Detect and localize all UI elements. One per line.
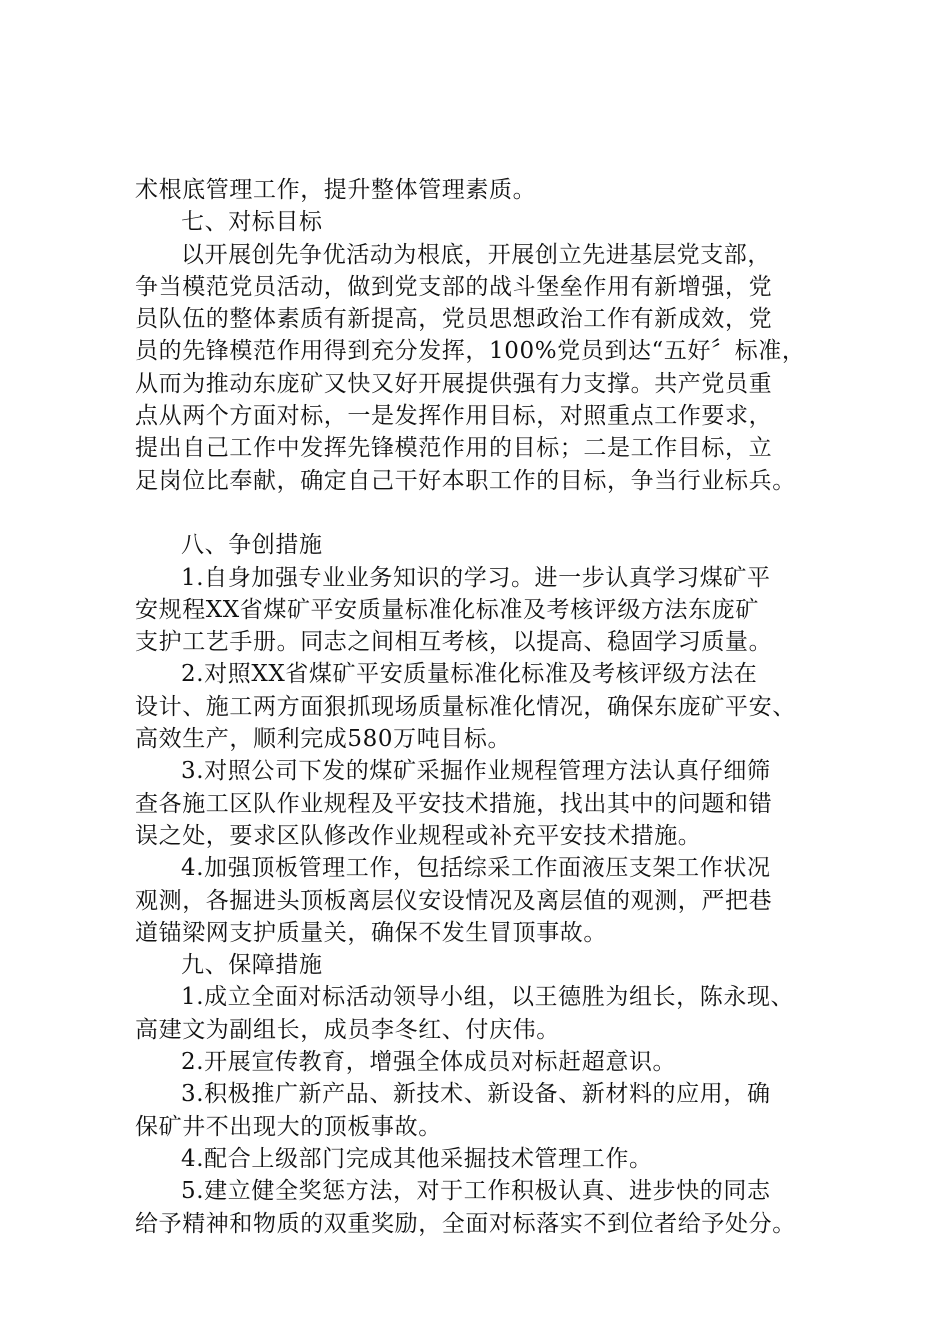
text-line: 1.自身加强专业业务知识的学习。进一步认真学习煤矿平 <box>181 564 771 591</box>
text-line: 2.对照XX省煤矿平安质量标准化标准及考核评级方法在 <box>181 661 758 688</box>
text-line: 2.开展宣传教育，增强全体成员对标赶超意识。 <box>181 1049 677 1076</box>
text-line: 查各施工区队作业规程及平安技术措施，找出其中的问题和错 <box>135 790 773 817</box>
text-line: 员的先锋模范作用得到充分发挥，100%党员到达“五好〞标准， <box>135 338 806 365</box>
text-line: 保矿井不出现大的顶板事故。 <box>135 1113 442 1140</box>
text-line: 安规程XX省煤矿平安质量标准化标准及考核评级方法东庞矿 <box>135 596 759 623</box>
text-line: 从而为推动东庞矿又快又好开展提供强有力支撑。共产党员重 <box>135 370 773 397</box>
text-line: 给予精神和物质的双重奖励，全面对标落实不到位者给予处分。 <box>135 1210 796 1237</box>
section-heading-8: 八、争创措施 <box>181 532 323 559</box>
text-line: 支护工艺手册。同志之间相互考核，以提高、稳固学习质量。 <box>135 629 773 656</box>
section-heading-7: 七、对标目标 <box>181 209 323 236</box>
section-heading-9: 九、保障措施 <box>181 952 323 979</box>
blank-line <box>135 497 825 529</box>
text-line: 观测，各掘进头顶板离层仪安设情况及离层值的观测，严把巷 <box>135 887 773 914</box>
text-line: 员队伍的整体素质有新提高，党员思想政治工作有新成效，党 <box>135 306 773 333</box>
text-line: 高建文为副组长，成员李冬红、付庆伟。 <box>135 1016 560 1043</box>
text-line: 1.成立全面对标活动领导小组，以王德胜为组长，陈永现、 <box>181 984 795 1011</box>
text-line: 足岗位比奉献，确定自己干好本职工作的目标，争当行业标兵。 <box>135 467 796 494</box>
text-line: 道锚梁网支护质量关，确保不发生冒顶事故。 <box>135 919 607 946</box>
text-line: 提出自己工作中发挥先锋模范作用的目标；二是工作目标，立 <box>135 435 773 462</box>
text-line: 5.建立健全奖惩方法，对于工作积极认真、进步快的同志 <box>181 1178 771 1205</box>
text-line: 以开展创先争优活动为根底，开展创立先进基层党支部， <box>181 241 771 268</box>
text-line: 3.积极推广新产品、新技术、新设备、新材料的应用，确 <box>181 1081 771 1108</box>
text-line: 3.对照公司下发的煤矿采掘作业规程管理方法认真仔细筛 <box>181 758 771 785</box>
text-line: 4.配合上级部门完成其他采掘技术管理工作。 <box>181 1145 653 1172</box>
document-body <box>135 174 825 1240</box>
text-line: 高效生产，顺利完成580万吨目标。 <box>135 726 512 753</box>
text-line: 误之处，要求区队修改作业规程或补充平安技术措施。 <box>135 822 702 849</box>
text-line: 术根底管理工作，提升整体管理素质。 <box>135 177 537 203</box>
text-line: 争当模范党员活动，做到党支部的战斗堡垒作用有新增强，党 <box>135 273 773 300</box>
text-line: 4.加强顶板管理工作，包括综采工作面液压支架工作状况 <box>181 855 771 882</box>
text-line: 点从两个方面对标，一是发挥作用目标，对照重点工作要求， <box>135 403 773 430</box>
text-line: 设计、施工两方面狠抓现场质量标准化情况，确保东庞矿平安、 <box>135 693 796 720</box>
